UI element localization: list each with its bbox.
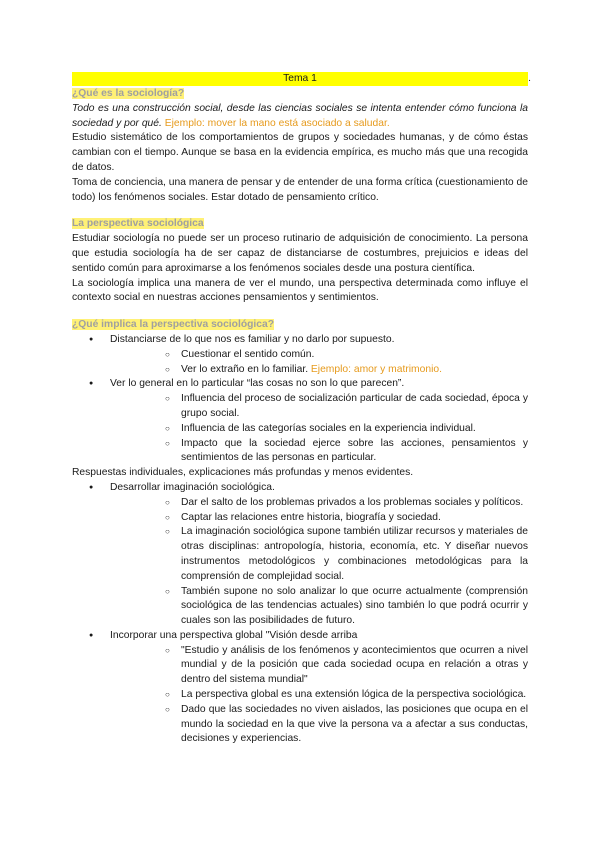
sub-list: [148, 348, 528, 378]
sub-list: [148, 496, 528, 629]
list-item: ○ Ver lo extraño en lo familiar. Ejemplo: amor y matrimonio.: [110, 363, 528, 378]
list-item: ○ Influencia del proceso de socialización particular de cada sociedad, época y grupo social.: [110, 392, 528, 422]
document-body: [72, 72, 531, 747]
list-item: ● Incorporar una perspectiva global "Visión desde arriba ○ "Estudio y análisis de los fenómenos y acontecimientos que ocurren a nivel mundial y de la posición que cada sociedad ocupa en relación a otras y dentro del sistema mundial" ○ La perspectiva global es una extensión lógica de la perspectiva sociológica. ○ Dado que las sociedades no viven aislados, las posiciones que ocupa en el mundo la sociedad en la que vive la persona va a afectar a sus conductas, decisiones y experiencias.: [72, 629, 528, 747]
paragraph-estudio-sistematico: Estudio sistemático de los comportamientos de grupos y sociedades humanas, y de cómo éstas cambian con el tiempo. Aunque se basa en la evidencia empírica, es mucho más que una recogida de datos.: [72, 132, 528, 173]
heading-perspectiva-sociologica: La perspectiva sociológica: [72, 218, 204, 230]
paragraph-respuestas: Respuestas individuales, explicaciones más profundas y menos evidentes.: [72, 467, 414, 479]
title-trailing-dot: .: [528, 73, 531, 84]
paragraph-construccion-social: [72, 102, 528, 132]
heading-que-es-sociologia: ¿Qué es la sociología?: [72, 88, 185, 99]
bullet-list-2: [72, 481, 528, 747]
list-item: ● Ver lo general en lo particular “las cosas no son lo que parecen”. ○ Influencia del proceso de socialización particular de cada sociedad, época y grupo social. ○ Influencia de las categorías sociales en la experiencia individual. ○ Impacto que la sociedad ejerce sobre las acciones, pensamientos y sentimientos de las personas en particular.: [72, 377, 528, 466]
list-item: ○ Dar el salto de los problemas privados a los problemas sociales y políticos.: [110, 496, 528, 511]
list-item: ○ Dado que las sociedades no viven aislados, las posiciones que ocupa en el mundo la sociedad en la que vive la persona va a afectar a sus conductas, decisiones y experiencias.: [110, 703, 528, 747]
list-item: ● Desarrollar imaginación sociológica. ○ Dar el salto de los problemas privados a los problemas sociales y políticos. ○ Captar las relaciones entre historia, biografía y sociedad. ○ La imaginación sociológica supone también utilizar recursos y materiales de otras disciplinas: antropología, historia, economía, etc. Y diseñar nuevos instrumentos metodológicos y combinaciones metodológicas para la comprensión de complejidad social. ○ También supone no solo analizar lo que ocurre actualmente (comprensión sociológica de las tendencias actuales) sino también lo que podrá ocurrir y cuales son las posibilidades de futuro.: [72, 481, 528, 629]
example-text: Ejemplo: mover la mano está asociado a saludar.: [161, 117, 390, 129]
list-item: ○ Captar las relaciones entre historia, biografía y sociedad.: [110, 511, 528, 526]
example-text: Ejemplo: amor y matrimonio.: [308, 363, 442, 375]
page-title: Tema 1: [283, 73, 317, 84]
list-item: ○ La imaginación sociológica supone también utilizar recursos y materiales de otras disciplinas: antropología, historia, economía, etc. Y diseñar nuevos instrumentos metodológicos y combinaciones metodológicas para la comprensión de complejidad social.: [110, 525, 528, 584]
paragraph-estudiar-sociologia: Estudiar sociología no puede ser un proceso rutinario de adquisición de conocimiento. La persona que estudia sociología ha de ser capaz de distanciarse de costumbres, prejuicios e ideas del sentido común para aproximarse a los fenómenos sociales desde una postura científica.: [72, 233, 528, 274]
heading-que-implica: ¿Qué implica la perspectiva sociológica?: [72, 319, 275, 331]
italic-text: Todo es una construcción social, desde las ciencias sociales se intenta entender cómo funciona la sociedad y por qué.: [72, 102, 528, 129]
list-item: ○ Cuestionar el sentido común.: [110, 348, 528, 363]
title-bar: [72, 72, 531, 86]
sub-list: [148, 392, 528, 466]
list-item: ○ Influencia de las categorías sociales en la experiencia individual.: [110, 422, 528, 437]
list-item: ○ "Estudio y análisis de los fenómenos y acontecimientos que ocurren a nivel mundial y de la posición que cada sociedad ocupa en relación a otras y dentro del sistema mundial": [110, 644, 528, 688]
bullet-list-1: [72, 333, 528, 466]
sub-list: [148, 644, 528, 748]
list-item: ○ La perspectiva global es una extensión lógica de la perspectiva sociológica.: [110, 688, 528, 703]
paragraph-manera-ver-mundo: La sociología implica una manera de ver el mundo, una perspectiva determinada como influye el contexto social en nuestras acciones pensamientos y sentimientos.: [72, 277, 528, 304]
list-item: ○ Impacto que la sociedad ejerce sobre las acciones, pensamientos y sentimientos de las personas en particular.: [110, 437, 528, 467]
paragraph-toma-conciencia: Toma de conciencia, una manera de pensar y de entender de una forma crítica (cuestionamiento de todo) los fenómenos sociales. Estar dotado de pensamiento crítico.: [72, 176, 528, 203]
list-item: ○ También supone no solo analizar lo que ocurre actualmente (comprensión sociológica de las tendencias actuales) sino también lo que podrá ocurrir y cuales son las posibilidades de futuro.: [110, 585, 528, 629]
list-item: ● Distanciarse de lo que nos es familiar y no darlo por supuesto. ○ Cuestionar el sentido común. ○ Ver lo extraño en lo familiar. Ejemplo: amor y matrimonio.: [72, 333, 528, 377]
